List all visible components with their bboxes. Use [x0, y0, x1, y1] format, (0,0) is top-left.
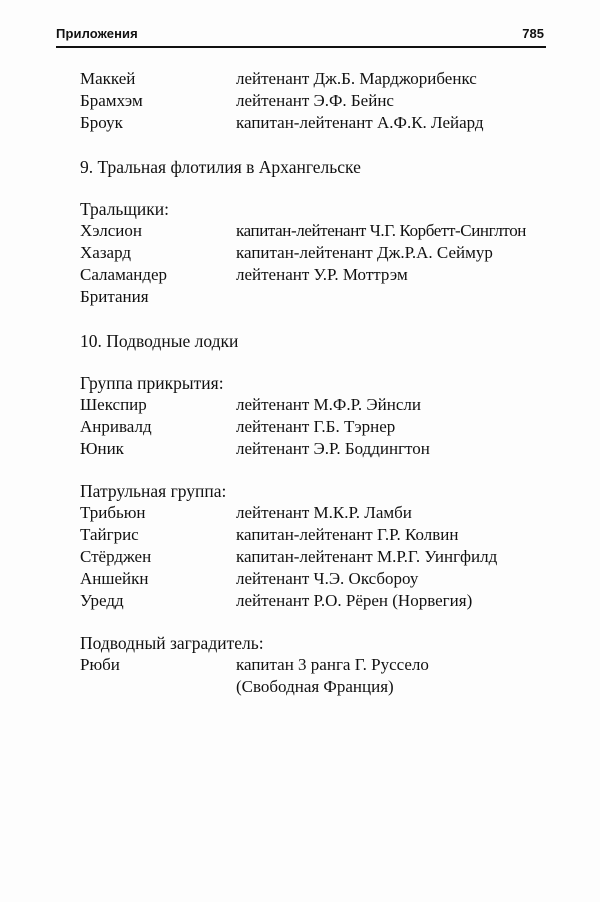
running-header — [56, 22, 546, 48]
group-title: Патрульная группа: — [80, 481, 227, 501]
ship-name: Юник — [80, 439, 124, 458]
commander-name: капитан 3 ранга Г. Руссело — [236, 655, 429, 674]
commander-name: капитан-лейтенант Дж.Р.А. Сеймур — [236, 243, 493, 262]
list-item — [80, 502, 560, 524]
list-item — [80, 220, 560, 242]
commander-name: капитан-лейтенант А.Ф.К. Лейард — [236, 113, 484, 132]
commander-name: лейтенант Ч.Э. Оксбороу — [236, 569, 419, 588]
section-title: 9. Тральная флотилия в Архангельске — [80, 157, 361, 177]
list-item-continuation — [80, 676, 560, 698]
commander-name: капитан-лейтенант Ч.Г. Корбетт-Синглтон — [236, 221, 527, 240]
list-item — [80, 416, 560, 438]
intro-list — [80, 68, 560, 134]
ship-name: Трибьюн — [80, 503, 146, 522]
ship-name: Британия — [80, 287, 149, 306]
list-item — [80, 242, 560, 264]
group-title: Группа прикрытия: — [80, 373, 224, 393]
commander-name: лейтенант Дж.Б. Марджорибенкс — [236, 69, 477, 88]
ship-name: Анривалд — [80, 417, 152, 436]
commander-name: лейтенант Р.О. Рёрен (Норвегия) — [236, 591, 473, 610]
ship-name: Шекспир — [80, 395, 147, 414]
group-title: Тральщики: — [80, 199, 169, 219]
commander-name: лейтенант У.Р. Моттрэм — [236, 265, 408, 284]
list-item — [80, 590, 560, 612]
list-item — [80, 654, 560, 676]
ship-name: Рюби — [80, 655, 120, 674]
ship-name: Хазард — [80, 243, 132, 262]
list-item — [80, 68, 560, 90]
group-title: Подводный заградитель: — [80, 633, 264, 653]
ship-name: Броук — [80, 113, 123, 132]
list-item — [80, 112, 560, 134]
list-item — [80, 568, 560, 590]
list-item — [80, 264, 560, 286]
page-number: 785 — [522, 26, 544, 41]
ship-name: Тайгрис — [80, 525, 139, 544]
ship-name: Саламандер — [80, 265, 168, 284]
page-content — [80, 68, 560, 698]
ship-name: Маккей — [80, 69, 136, 88]
list-item — [80, 546, 560, 568]
commander-name: лейтенант Г.Б. Тэрнер — [236, 417, 396, 436]
section-title: 10. Подводные лодки — [80, 331, 239, 351]
list-item — [80, 90, 560, 112]
list-item — [80, 438, 560, 460]
ship-name: Уредд — [80, 591, 124, 610]
running-header-section: Приложения — [56, 26, 138, 41]
ship-name: Стёрджен — [80, 547, 152, 566]
commander-name: лейтенант Э.Ф. Бейнс — [236, 91, 394, 110]
commander-name: капитан-лейтенант М.Р.Г. Уингфилд — [236, 547, 498, 566]
list-item — [80, 286, 560, 308]
ship-name: Аншейкн — [80, 569, 149, 588]
commander-name: (Свободная Франция) — [236, 677, 394, 696]
commander-name: лейтенант М.К.Р. Ламби — [236, 503, 412, 522]
commander-name: лейтенант М.Ф.Р. Эйнсли — [236, 395, 421, 414]
commander-name: лейтенант Э.Р. Боддингтон — [236, 439, 430, 458]
list-item — [80, 394, 560, 416]
list-item — [80, 524, 560, 546]
ship-name: Брамхэм — [80, 91, 143, 110]
commander-name: капитан-лейтенант Г.Р. Колвин — [236, 525, 459, 544]
ship-name: Хэлсион — [80, 221, 142, 240]
